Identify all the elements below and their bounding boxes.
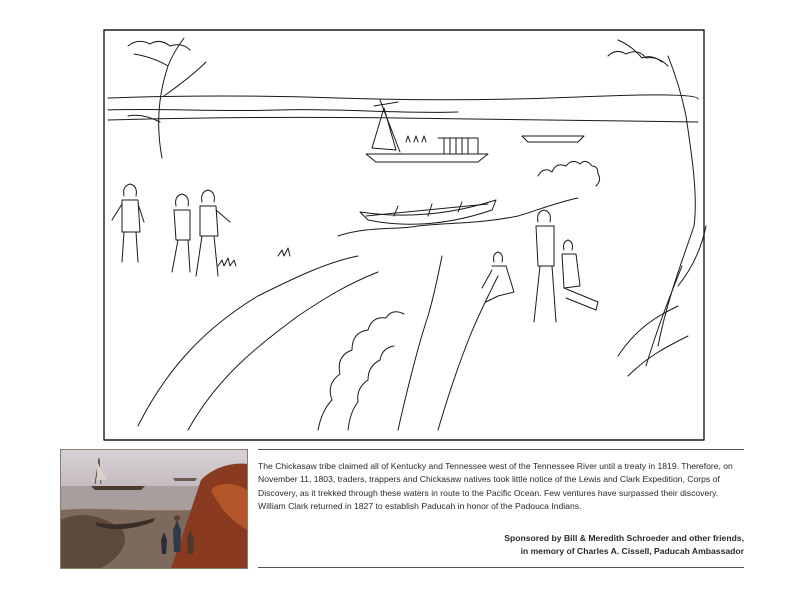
river-horizon-line [108,117,698,122]
keelboat-drawing [366,100,488,162]
right-tree-drawing [608,40,706,376]
river-horizon-line [108,95,698,100]
sponsor-line-1: Sponsored by Bill & Meredith Schroeder and other friends, [504,533,744,543]
drawing-border [104,30,704,440]
figures-right-group [482,210,598,322]
divider-rule-top [258,449,744,450]
foreground-path-right [438,276,498,430]
foreground-bushes [348,346,394,430]
figures-left-group [112,184,230,276]
shoreline [338,198,578,236]
foreground-bushes [318,312,404,430]
left-tree-drawing [128,38,206,158]
canoe-drawing [360,200,496,224]
bushes-right-bank [538,161,600,186]
divider-rule-bottom [258,567,744,568]
sponsor-credit [258,532,744,558]
distant-canoe [522,136,584,142]
reference-painting-thumbnail [60,449,248,569]
sponsor-line-2: in memory of Charles A. Cissell, Paducah Ambassador [520,546,744,557]
river-bank-far [108,109,458,112]
foreground-path-right [398,256,442,430]
grass-tufts [218,248,290,266]
foreground-path-left [138,256,358,426]
historical-caption: The Chickasaw tribe claimed all of Kentucky and Tennessee west of the Tennessee River until a treaty in 1819. Therefore, on November 11, 1803, traders, trappers and Chickasaw natives took little notice of the Lewis and Clark Expedition, Corps of Discovery, as it trekked through these waters in route to the Pacific Ocean. Few ventures have surpassed their discovery. William Clark returned in 1827 to establish Paducah in honor of the Padouca Indians. [258,461,733,512]
coloring-page-drawing [98,26,710,444]
